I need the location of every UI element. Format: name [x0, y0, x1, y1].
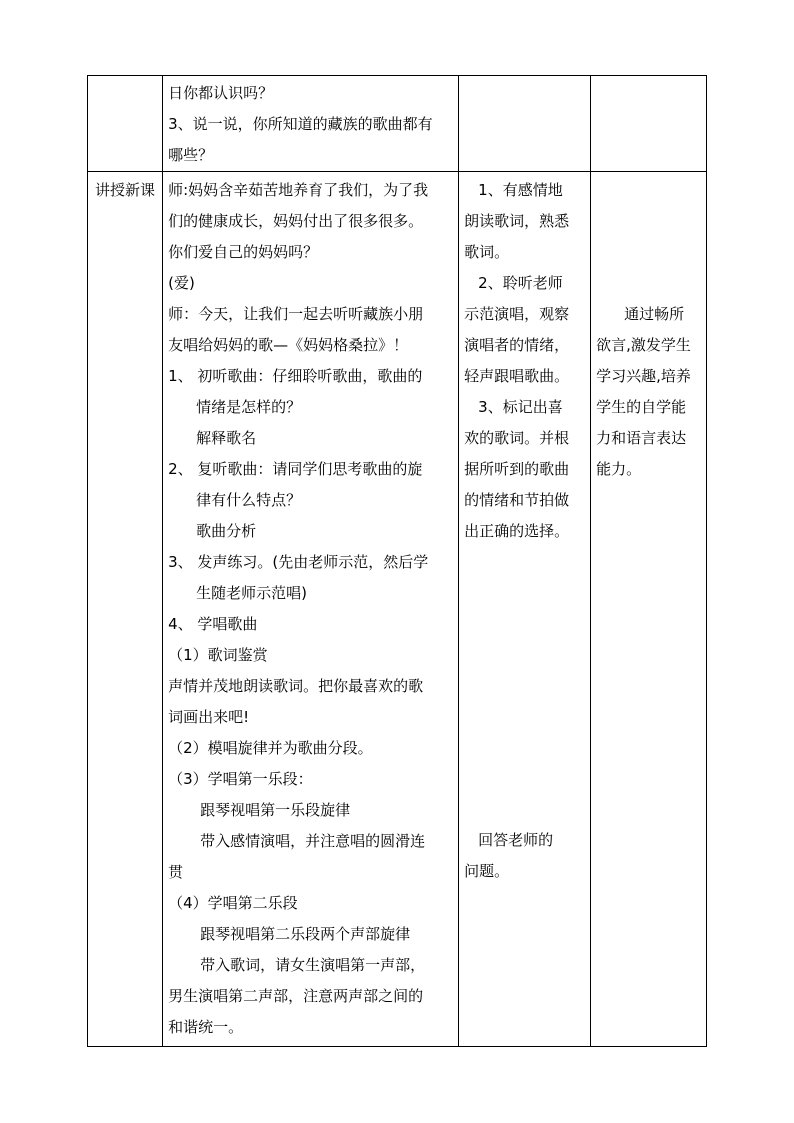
text-line: 2、 复听歌曲：请同学们思考歌曲的旋 — [168, 460, 423, 478]
row1-col2-cell — [163, 76, 459, 172]
text-line: 的情绪和节拍做 — [464, 491, 570, 509]
design-intent-cell — [591, 172, 707, 1047]
text-line: 生随老师示范唱) — [196, 584, 307, 602]
text-line: 日你都认识吗？ — [168, 84, 274, 102]
text-line: 跟琴视唱第二乐段两个声部旋律 — [200, 925, 411, 943]
student-activity-cell — [459, 172, 591, 1047]
text-line: 你们爱自己的妈妈吗？ — [168, 243, 319, 261]
text-line: 1、有感情地 — [478, 181, 563, 199]
text-line: 们的健康成长，妈妈付出了很多很多。 — [168, 212, 424, 230]
text-line: 和谐统一。 — [168, 1018, 244, 1036]
table-row — [88, 76, 707, 172]
text-line: 4、 学唱歌曲 — [168, 615, 258, 633]
text-line: 哪些？ — [168, 146, 214, 164]
text-line: 回答老师的 — [478, 831, 554, 849]
text-line: 带入感情演唱，并注意唱的圆滑连 — [200, 832, 426, 850]
text-line: 朗读歌词，熟悉 — [464, 212, 570, 230]
text-line: （1）歌词鉴赏 — [168, 646, 268, 664]
text-line: 1、 初听歌曲：仔细聆听歌曲，歌曲的 — [168, 367, 423, 385]
text-line: 3、标记出喜 — [478, 398, 563, 416]
lesson-plan-table — [87, 75, 707, 1047]
text-line: 解释歌名 — [196, 429, 257, 447]
text-line: 词画出来吧! — [168, 708, 250, 726]
text-line: 3、 发声练习。(先由老师示范，然后学 — [168, 553, 429, 571]
spacer — [596, 175, 701, 299]
section-label: 讲授新课 — [95, 181, 156, 199]
text-line: 律有什么特点？ — [196, 491, 302, 509]
text-line: （4）学唱第二乐段 — [168, 894, 298, 912]
text-line: 跟琴视唱第一乐段旋律 — [200, 801, 351, 819]
text-line: 歌曲分析 — [196, 522, 257, 540]
text-line: 师：今天，让我们一起去听听藏族小朋 — [168, 305, 424, 323]
text-line: 示范演唱，观察 — [464, 305, 570, 323]
text-line: 轻声跟唱歌曲。 — [464, 367, 570, 385]
text-line: 通过畅所 — [624, 305, 685, 323]
text-line: 问题。 — [464, 862, 510, 880]
text-line: 情绪是怎样的？ — [196, 398, 302, 416]
text-line: 2、聆听老师 — [478, 274, 563, 292]
teacher-activity-cell — [163, 172, 459, 1047]
row1-col1-cell — [88, 76, 163, 172]
text-line: （2）模唱旋律并为歌曲分段。 — [168, 739, 373, 757]
text-line: 师:妈妈含辛茹苦地养育了我们，为了我 — [168, 181, 429, 199]
text-line: 声情并茂地朗读歌词。把你最喜欢的歌 — [168, 677, 424, 695]
row1-col4-cell — [591, 76, 707, 172]
text-line: 男生演唱第二声部，注意两声部之间的 — [168, 987, 424, 1005]
text-line: 欢的歌词。并根 — [464, 429, 570, 447]
text-line: 演唱者的情绪， — [464, 336, 570, 354]
text-line: 学生的自学能 — [596, 398, 687, 416]
text-line: 友唱给妈妈的歌—《妈妈格桑拉》！ — [168, 336, 409, 354]
spacer — [464, 547, 585, 825]
section-label-cell — [88, 172, 163, 1047]
text-line: 带入歌词，请女生演唱第一声部， — [200, 956, 426, 974]
text-line: 能力。 — [596, 460, 642, 478]
table-row — [88, 172, 707, 1047]
row1-col3-cell — [459, 76, 591, 172]
text-line: 欲言,激发学生 — [596, 336, 691, 354]
text-line: 学习兴趣,培养 — [596, 367, 691, 385]
text-line: 据所听到的歌曲 — [464, 460, 570, 478]
text-line: （3）学唱第一乐段： — [168, 770, 313, 788]
text-line: 歌词。 — [464, 243, 510, 261]
text-line: 3、说一说，你所知道的藏族的歌曲都有 — [168, 115, 433, 133]
text-line: 出正确的选择。 — [464, 522, 570, 540]
text-line: (爱) — [168, 274, 195, 292]
text-line: 贯 — [168, 863, 184, 881]
text-line: 力和语言表达 — [596, 429, 687, 447]
